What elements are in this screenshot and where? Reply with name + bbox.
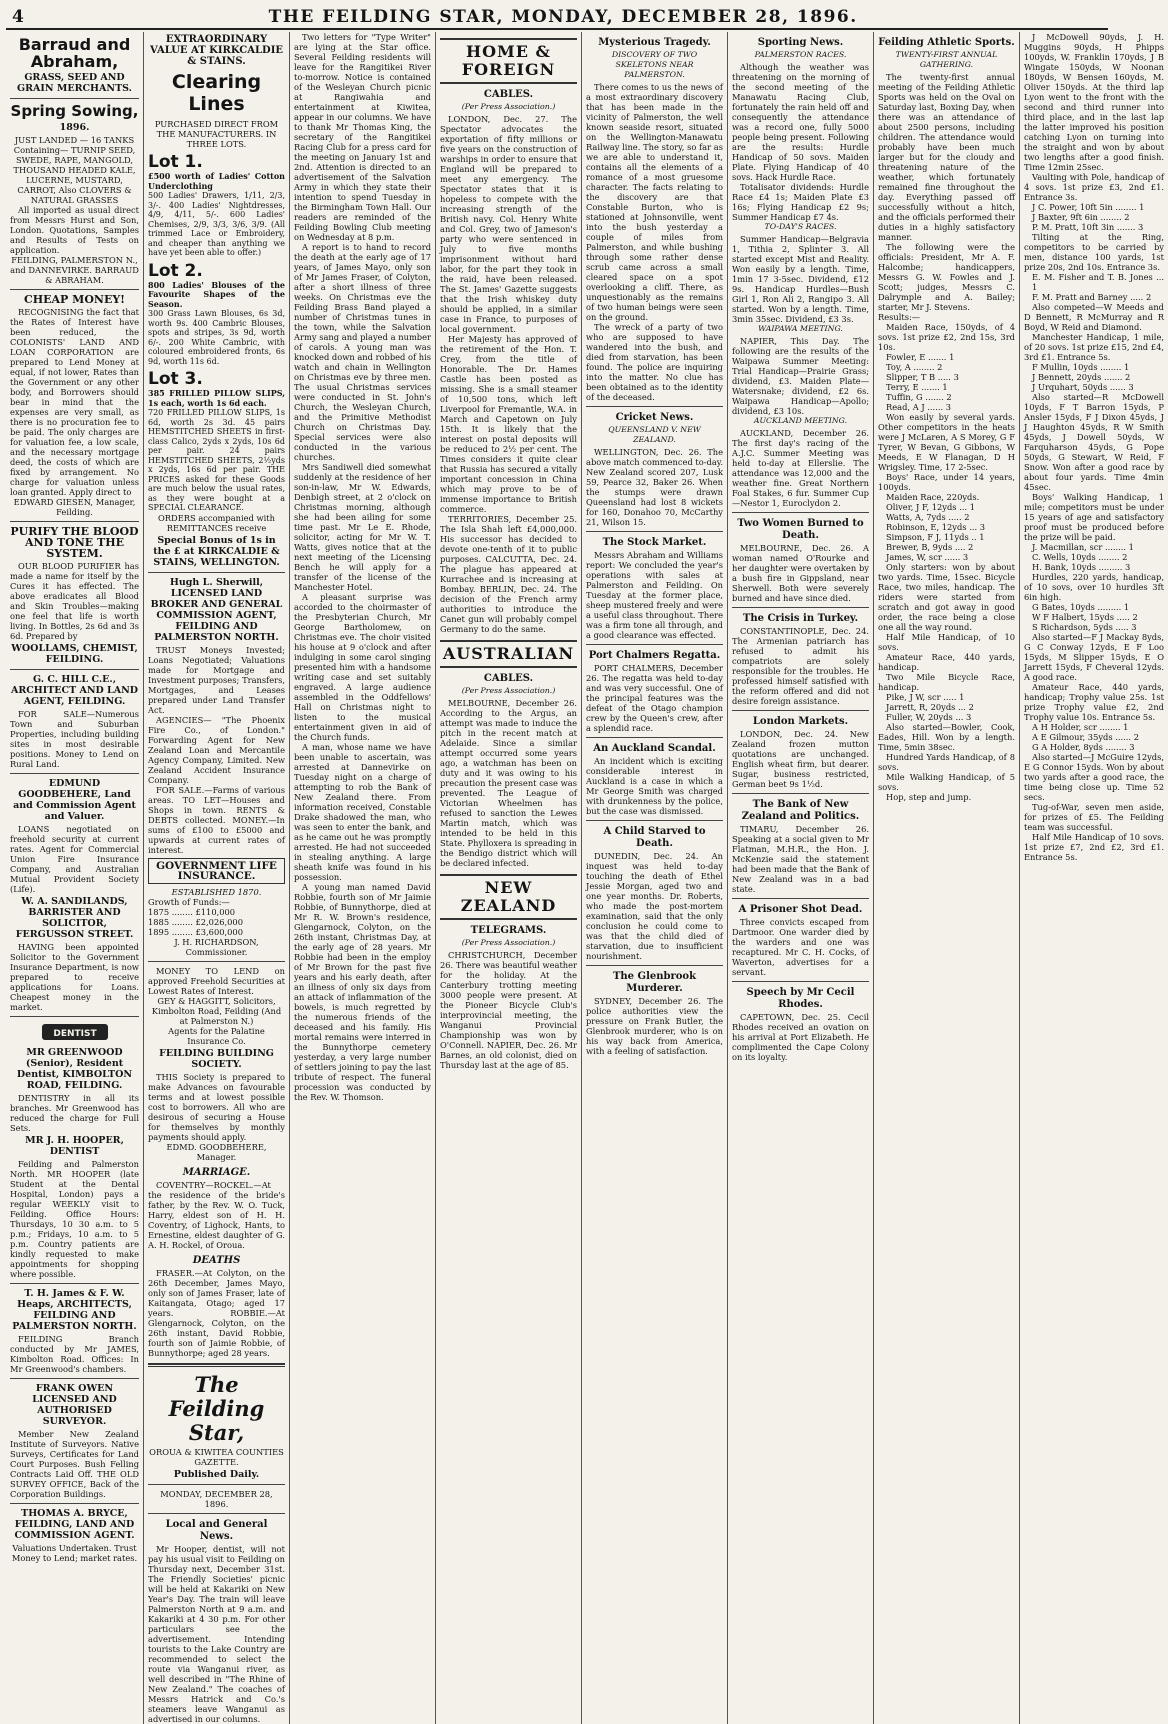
page-number: 4 (12, 7, 25, 27)
amateur-also: Also started—J McGuire 12yds, E G Connor 15yds. Won by about two yards after a good race, the time being close up. Time 52 secs. (1024, 752, 1164, 802)
hurdles-event: Hurdles, 220 yards, handicap, of 10 sovs, over 10 hurdles 3ft 6in high. (1024, 572, 1164, 602)
issue-date: MONDAY, DECEMBER 28, 1896. (160, 1488, 273, 1509)
blood-purifier-text: OUR BLOOD PURIFIER has made a name for itself by the Cures it has effected. The above eradicates all Blood and Skin Troubles—making one feel that life is worth living. In Bottles, 2s 6d and 3s 6d. Prepared by (10, 561, 139, 641)
races-sub: PALMERSTON RACES. (754, 50, 847, 59)
women-text: MELBOURNE, Dec. 26. A woman named O'Rourke and her daughter were overtaken by a bush fire in Gippsland, near Sherwell. Both were severely burned and have since died. (732, 543, 869, 603)
columns (6, 32, 1164, 1724)
regatta-heading: Port Chalmers Regatta. (588, 650, 721, 661)
athletic-text-3: Only starters: won by about two yards. Time, 15sec. Bicycle Race, two miles, handicap. The riders were started from scratch and got away in good order, the race being a close one all the way round. (878, 562, 1015, 632)
column-5 (582, 32, 728, 1724)
growth-label: Growth of Funds:— (148, 896, 230, 907)
waipawa-sub: WAIPAWA MEETING. (758, 324, 843, 333)
column-7 (874, 32, 1020, 1724)
goodbehere-heading: EDMUND GOODBEHERE, Land and Commission Agent and Valuer. (13, 778, 136, 822)
tilting-also: Also competed—W Meeds and D Bennett, R McMurray and R Boyd, W Reid and Diamond. (1024, 302, 1164, 332)
australian-heading: AUSTRALIAN (440, 640, 577, 668)
lot-2-label: Lot 2. (148, 260, 203, 281)
tragedy-text-2: The wreck of a party of two who are supposed to have wandered into the bush, and died from starvation, has been found. The police are inquiring into the matter. No clue has been obtained as to the identity of the deceased. (586, 322, 723, 402)
athletic-officials: The following were the officials: President, Mr A. F. Halcombe; handicappers, Messrs G. W. Fowles and J. Scott; judges, Messrs C. Dalrymple and A. Bailey; starter, Mr J. Stevens. (878, 242, 1015, 312)
purify-heading: PURIFY THE BLOOD AND TONE THE SYSTEM. (10, 525, 139, 560)
todays-races-text: Summer Handicap—Belgravia 1, Tithia 2, Splinter 3. All started except Mist and Reality. Won easily by a length. Time, 1min 17 3-5sec. Dividend, £12 9s. Handicap Hurdles—Bush Girl 1, Ron Ali 2, Rangipo 3. All started. Won by a length. Time, 3min 35sec. Dividend, £3 3s. (732, 234, 869, 324)
special-bonus: Special Bonus of 1s in the £ at KIRKCALDIE & STAINS, WELLINGTON. (153, 534, 280, 568)
stock-text: Messrs Abraham and Williams report: We concluded the year's operations with sales at Palmerston and Feilding. On Tuesday at the former place, sheep mustered freely and were a useful class throughout. There was a firm tone all through, and a good clearance was effected. (586, 550, 723, 640)
tilting-results: E. M. Fisher and T. B. Jones ... 1 F. M. Pratt and Barney ..... 2 (1032, 272, 1164, 302)
funds-1875: 1875 ........ £110,000 (148, 906, 236, 917)
lot-3-title: 385 FRILLED PILLOW SLIPS, 1s each, worth 1s 6d each. (148, 388, 285, 408)
cheap-money-heading: CHEAP MONEY! (23, 293, 126, 306)
event-9: Hop, step and jump. (886, 792, 972, 802)
lot-3-text: 720 FRILLED PILLOW SLIPS, 1s 6d, worth 2s 3d. 45 pairs HEMSTITCHED SHEETS in first-class Calico, 2yds x 2yds, 10s 6d per pair. 24 pairs HEMSTITCHED SHEETS, 2½yds x 2yds, 16s 6d per pair. THE PRICES asked for these Goods are much below the usual rates, as they were bought at a SPECIAL CLEARANCE. (148, 408, 285, 512)
event-8: Mile Walking Handicap, of 5 sovs. (878, 772, 1015, 792)
hill-text: FOR SALE—Numerous Town and Suburban Properties, including building sites in most desirable positions. Money to Lend on Rural Land. (10, 709, 139, 769)
murderer-heading: The Glenbrook Murderer. (612, 971, 697, 994)
divider-double (148, 1363, 285, 1367)
event-3: Maiden Race, 220yds. (886, 492, 980, 502)
divider (586, 406, 723, 407)
sale-text: FOR SALE.—Farms of various areas. TO LET—Houses and Shops in town. RENTS & DEBTS collected. MONEY.—In sums of £100 to £5000 and upwards at current rates of interest. (148, 784, 285, 855)
divider (732, 512, 869, 513)
clearing-lines: Clearing Lines (171, 71, 262, 115)
news-para-2: A report is to hand to record the death at the early age of 17 years, of James Mayo, only son of Mr James Fraser, of Colyton, after a short illness of three weeks. On Christmas eve the Feilding Brass Band played a number of Christmas tunes in the town, while the Salvation Army sang and played a number of carols. A young man was knocked down and robbed of his watch and chain in Wellington on Christmas eve by three men. The usual Christmas services were conducted in St. John's Church, the Wesleyan Church, and the Primitive Methodist Church on Christmas Day. Special services were also conducted in the various churches. (294, 242, 431, 462)
event-5: Amateur Race, 440 yards, handicap. (878, 652, 1015, 672)
sherwill-heading: Hugh L. Sherwill, LICENSED LAND BROKER AND GENERAL COMMISSION AGENT, FEILDING AND PALMERSTON NORTH. (150, 576, 283, 643)
government-life-heading: GOVERNMENT LIFE INSURANCE. (148, 858, 285, 884)
rhodes-heading: Speech by Mr Cecil Rhodes. (746, 987, 855, 1010)
building-society-text: THIS Society is prepared to make Advances on favourable terms and at lowest possible cost to borrowers. All who are desirous of securing a House for themselves by monthly payments should apply. (148, 1071, 285, 1142)
sports-cont-text-1: J McDowell 90yds, J. H. Muggins 90yds, H Phipps 100yds, W. Franklin 170yds, J B Wingate 150yds, W Noonan 180yds, W Bensen 160yds, M. Oliver 150yds. At the third lap Lyon went to the front with the second and third runner into third place, and in the last lap the latter improved his position catching Lyon on turning into the straight and won by about two lengths after a good finish. Time 12min 25sec. (1024, 32, 1164, 172)
athletic-text-1: The twenty-first annual meeting of the Feilding Athletic Sports was held on the Oval on Saturday last, Boxing Day, when there was an attendance of about 2500 persons, including children. The attendance would probably have been much larger but for the cloudy and threatening nature of the weather, which fortunately remained fine throughout the day. Everything passed off successfully without a hitch, and the officials performed their duties in a highly satisfactory manner. (878, 72, 1015, 242)
hurdles-also: Also started—F J Mackay 8yds, G C Conway 12yds, E F Loo 15yds, M Slipper 15yds, E O Jarrett 15yds, F Cheveral 12yds. A good race. (1024, 632, 1164, 682)
divider (10, 1016, 139, 1017)
lot-1-title: £500 worth of Ladies' Cotton Underclothing (148, 171, 285, 191)
divider (732, 607, 869, 608)
result-list-3: Pike, J W, scr ..... 1 Jarrett, R, 20yds ... 2 Fuller, W, 20yds ... 3 (886, 692, 974, 722)
owen-heading: FRANK OWEN LICENSED AND AUTHORISED SURVEYOR. (32, 1383, 117, 1427)
column-3 (290, 32, 436, 1724)
firm-subtitle: GRASS, SEED AND GRAIN MERCHANTS. (17, 72, 132, 94)
manchester-results: F Mullin, 10yds ........ 1 J Bennett, 20yds ....... 2 J Urquhart, 50yds ...... 3 (1032, 362, 1134, 392)
news-para-3: Mrs Sandiwell died somewhat suddenly at the residence of her son-in-law, Mr W. Edwards, Denbigh street, at 2 o'clock on Christmas morning, although she had been ailing for some time past. Mr Le E. Rhode, solicitor, acting for Mr W. T. Watts, gives notice that at the next meeting of the Licensing Bench he will apply for a transfer of the license of the Manchester Hotel. (294, 462, 431, 592)
waipawa-text: NAPIER, This Day. The following are the results of the Waipawa Summer Meeting: Trial Handicap—Prairie Grass; dividend, £3. Maiden Plate—Watersnake; dividend, £2 6s. Waipawa Handicap—Apollo; dividend, £3 10s. (732, 336, 869, 416)
vaulting-event: Vaulting with Pole, handicap of 4 sovs. 1st prize £3, 2nd £1. Entrance 3s. (1024, 172, 1164, 202)
bryce-text: Valuations Undertaken. Trust Money to Lend; market rates. (11, 1543, 138, 1563)
press-assoc-nz: (Per Press Association.) (461, 938, 556, 947)
amateur-results: A H Holder, scr ........ 1 A E Gilmour, 35yds ...... 2 G A Holder, 8yds ........ 3 (1032, 722, 1139, 752)
divider (10, 1503, 139, 1504)
column-6 (728, 32, 874, 1724)
marriage-heading: MARRIAGE. (182, 1166, 251, 1178)
scandal-text: An incident which is exciting considerable interest in Auckland is a case in which a Mr George Smith was charged with drunkenness by the police, but the case was dismissed. (586, 756, 723, 816)
hooper-heading: MR J. H. HOOPER, DENTIST (25, 1135, 124, 1157)
athletic-sub: TWENTY-FIRST ANNUAL GATHERING. (895, 50, 998, 69)
stock-heading: The Stock Market. (602, 537, 707, 548)
press-assoc: (Per Press Association.) (461, 102, 556, 111)
dentistry-text: DENTISTRY in all its branches. Mr Greenwood has reduced the charge for Full Sets. (10, 1093, 139, 1133)
divider (732, 898, 869, 899)
results-label: Results:— (878, 312, 921, 322)
manchester-event: Manchester Handicap, 1 mile, of 20 sovs. 1st prize £15, 2nd £4, 3rd £1. Entrance 5s. (1024, 332, 1164, 362)
deaths-heading: DEATHS (192, 1254, 241, 1266)
branch-text: FEILDING Branch conducted by Mr JAMES, Kimbolton Road. Offices: In Mr Greenwood's chambers. (10, 1334, 139, 1374)
half-mile-event: Half Mile Handicap of 10 sovs. 1st prize £7, 2nd £2, 3rd £1. Entrance 5s. (1024, 832, 1164, 862)
event-1: Maiden Race, 150yds, of 4 sovs. 1st prize £2, 2nd 15s, 3rd 10s. (878, 322, 1015, 352)
cables-subheading: CABLES. (483, 89, 534, 100)
sporting-heading: Sporting News. (757, 37, 844, 48)
divider (148, 1513, 285, 1514)
ad-seeds: JUST LANDED — 16 TANKS Containing— TURNIP SEED, SWEDE, RAPE, MANGOLD, THOUSAND HEADED KALE, LUCERNE, MUSTARD, CARROT, Also CLOVERS & NATURAL GRASSES (13, 135, 136, 205)
hooper-text: Feilding and Palmerston North. MR HOOPER (late Student at the Dental Hospital, London) pays a regular WEEKLY visit to Feilding. Office Hours: Thursdays, 10 30 a.m. to 5 p.m.; Fridays, 10 a.m. to 5 p.m. Country patients are kindly requested to make appointments for shopping where possible. (10, 1159, 139, 1279)
event-6: Two Mile Bicycle Race, handicap. (878, 672, 1015, 692)
feilding-star-title: The Feilding Star, (168, 1371, 265, 1445)
scandal-heading: An Auckland Scandal. (593, 743, 716, 754)
tilting-event: Tilting at the Ring, competitors to be carried by men, distance 100 yards, 1st prize 20s, 2nd 10s. Entrance 3s. (1024, 232, 1164, 272)
auckland-sub: AUCKLAND MEETING. (753, 416, 848, 425)
divider (148, 1484, 285, 1485)
divider (10, 669, 139, 670)
lot-2-text: 300 Grass Lawn Blouses, 6s 3d, worth 9s. 400 Cambric Blouses, spots and stripes, 3s 9d, worth 6/-. 200 White Cambric, with coloured embroidered fronts, 6s 9d, worth 11s 6d. (148, 309, 285, 366)
money-lend-text: MONEY TO LEND on approved Freehold Securities at Lowest Rates of Interest. (148, 965, 285, 996)
tragedy-heading: Mysterious Tragedy. (598, 37, 711, 48)
amateur-event: Amateur Race, 440 yards, handicap; Trophy value 25s. 1st prize Trophy value £2, 2nd Trophy value 10s. Entrance 5s. (1024, 682, 1164, 722)
athletic-heading: Feilding Athletic Sports. (878, 37, 1015, 48)
ad-seeds-import: All imported as usual direct from Messrs Hurst and Son, London. Quotations, Samples and Results of Tests on application. (10, 205, 139, 255)
nz-text: CHRISTCHURCH, December 26. There was beautiful weather for the holiday. At the Canterbury trotting meeting 3000 people were present. At the Pioneer Bicycle Club's interprovincial meeting, the Wanganui Provincial Championship was won by O'Connell. NAPIER, Dec. 26. Mr Barnes, an old colonist, died on Thursday last at the age of 85. (440, 950, 577, 1070)
lot-2-title: 800 Ladies' Blouses of the Favourite Shapes of the Season. (148, 279, 285, 309)
divider (586, 820, 723, 821)
column-8 (1020, 32, 1168, 1724)
starved-text: DUNEDIN, Dec. 24. An inquest was held to-day touching the death of Ethel Jessie Morgan, aged two and one year months. Dr. Roberts, who made the post-mortem examination, said that the only conclusion he could come to was that the child died of starvation, due to insufficient nourishment. (586, 851, 723, 961)
oroua-gazette: OROUA & KIWITEA COUNTIES GAZETTE. (149, 1446, 284, 1467)
masthead (6, 6, 1108, 30)
markets-text: LONDON, Dec. 24. New Zealand frozen mutton quotations are unchanged. English wheat firm, but dearer. Sugar, business restricted, German beet 9s 1½d. (732, 729, 869, 789)
divider (10, 1378, 139, 1379)
divider (586, 644, 723, 645)
divider (10, 98, 139, 99)
markets-heading: London Markets. (752, 716, 849, 727)
cricket-sub: QUEENSLAND V. NEW ZEALAND. (608, 425, 701, 444)
dividends-text: Totalisator dividends: Hurdle Race £4 1s; Maiden Plate £3 16s; Flying Handicap £2 9s; Summer Handicap £7 4s. (732, 182, 869, 222)
news-para-4: A pleasant surprise was accorded to the choirmaster of the Presbyterian Church, Mr George Bartholomew, on Christmas eve. The choir visited his house at 9 o'clock and after indulging in some carol singing presented him with a handsome writing case and set suitably engraved. A large audience assembled in the Oddfellows' Hall on Christmas night to listen to the musical entertainment given in aid of the Church funds. (294, 592, 431, 742)
divider (586, 965, 723, 966)
bank-text: TIMARU, December 26. Speaking at a social given to Mr Flatman, M.H.R., the Hon. J. McKenzie said the statement had been made that the Bank of New Zealand was in a bad state. (732, 824, 869, 894)
boys-walking-results: J. Macmillan, scr ........ 1 C. Wells, 10yds ........ 2 H. Bank, 10yds ......... 3 (1032, 542, 1134, 572)
column-4 (436, 32, 582, 1724)
james-heading: T. H. James & F. W. Heaps, ARCHITECTS, FEILDING AND PALMERSTON NORTH. (12, 1288, 137, 1332)
divider (10, 773, 139, 774)
news-para-5: A man, whose name we have been unable to ascertain, was arrested at Dannevirke on Tuesday night on a charge of attempting to rob the Bank of New Zealand there. From information received, Constable Drake shadowed the man, who was seen to enter the bank, and as he came out he was promptly arrested. He had not succeeded in stealing anything. A large sheath knife was found in his possession. (294, 742, 431, 882)
gey-haggitt: GEY & HAGGITT, Solicitors, Kimbolton Road, Feilding (And at Palmerston N.) (151, 995, 282, 1026)
cheap-money-signature: EDWARD GIESEN, Manager, Feilding. (13, 497, 136, 517)
dentist-tooth-icon (40, 1021, 110, 1043)
australian-cables: CABLES. (483, 673, 534, 684)
vaulting-results: J C. Power, 10ft 5in ........ 1 J Baxter, 9ft 6in ........ 2 P. M. Pratt, 10ft 3in ....... 3 (1032, 202, 1145, 232)
tragedy-text-1: There comes to us the news of a most extraordinary discovery that has been made in the vicinity of Palmerston, the well known seaside resort, situated on the Wellington-Manawatu Railway line. The story, so far as we are able to understand it, contains all the elements of a romance of a most gruesome character. The facts relating to the discovery are that Constable Burton, who is stationed at Johnsonville, went into the bush yesterday a couple of miles from Palmerston, and while bushing through some rather dense scrub came across a small cleared space on a spot overlooking a cliff. There, as unquestionably as the remains of two human beings were seen on the ground. (586, 82, 723, 322)
svg-text:DENTIST: DENTIST (52, 1029, 97, 1039)
tug-of-war: Tug-of-War, seven men aside, for prizes of £5. The Feilding team was successful. (1024, 802, 1164, 832)
firm-name: Barraud and Abraham, (18, 35, 131, 71)
newspaper-title: THE FEILDING STAR, MONDAY, DECEMBER 28, 1896. (268, 7, 858, 27)
prisoner-text: Three convicts escaped from Dartmoor. One warder died by the warders and one was recaptured. Mr C. H. Cocks, of Waverton, advertises for a servant. (732, 917, 869, 977)
building-society-heading: FEILDING BUILDING SOCIETY. (159, 1047, 274, 1070)
cricket-text: WELLINGTON, Dec. 26. The above match commenced to-day. New Zealand scored 207, Lusk 59, Pearce 32, Baker 26. When the stumps were drawn Queensland had lost 8 wickets for 160, Donahoo 70, McCarthy 21, Wilson 15. (586, 447, 724, 527)
todays-races-sub: TO-DAY'S RACES. (764, 222, 837, 231)
foreign-text-2: Her Majesty has approved of the retirement of the Hon. T. Crey, from the title of Honorable. The Dr. Hames Castle has been posted as missing. She is a small steamer of 10,500 tons, which left Liverpool for Fremantle, W.A. in March and Capetown on July 15th. It is likely that the interest on postal deposits will be reduced to 2½ per cent. The Times considers it quite clear that Russia has secured a vitally important concession in China which may prove to be of immense importance to British commerce. (440, 334, 577, 514)
event-4: Half Mile Handicap, of 10 sovs. (878, 632, 1015, 652)
news-para-6: A young man named David Robbie, fourth son of Mr Jaimie Robbie, of Bunnythorpe, died at Mr R. W. Brown's residence, Glengarnock, Colyton, on the 26th instant, Christmas Day, at the early age of 28 years. Mr Robbie had been in the employ of Mr Brown for the past five years and his early death, after an illness of only six days from an attack of inflammation of the bowels, is much regretted by the numerous friends of the deceased and his family. His mortal remains were interred in the Bunnythorpe cemetery yesterday, a very large number of settlers joining to pay the last tribute of respect. The funeral procession was conducted by the Rev. W. Thomson. (294, 882, 431, 1102)
owen-text: Member New Zealand Institute of Surveyors. Native Surveys, Certificates for Land Court Purposes. Bush Felling Contracts Laid Off. THE OLD SURVEY OFFICE, Back of the Corporation Buildings. (10, 1429, 139, 1499)
funds-1885: 1885 ........ £2,026,000 (148, 916, 243, 927)
building-society-sig: EDMD. GOODBEHERE, Manager. (166, 1141, 267, 1162)
divider (732, 710, 869, 711)
event-2: Boys' Race, under 14 years, 100yds. (878, 472, 1015, 492)
lot-1-text: 500 Ladies' Drawers, 1/11, 2/3, 3/-. 400 Ladies' Nightdresses, 4/9, 4/11, 5/-. 600 Ladies' Chemises, 2/9, 3/3, 3/6, 3/9. (All trimmed Lace or Embroidery, and cheaper than anything we have yet been able to offer.) (148, 191, 285, 257)
foreign-text-3: TERRITORIES, December 25. The Isla Shah left £4,000,000. His successor has decided to devote one-tenth of it to public purposes. CALCUTTA, Dec. 24. The plague has appeared at Kurrachee and is increasing at Bombay. BERLIN, Dec. 24. The decision of the French army authorities to introduce the Canet gun will probably compel Germany to do the same. (440, 514, 577, 634)
boys-walking-event: Boys' Walking Handicap, 1 mile; competitors must be under 15 years of age and satisfactory proof must be produced before the prize will be paid. (1024, 492, 1164, 542)
crisis-heading: The Crisis in Turkey. (742, 613, 859, 624)
telegrams-subheading: TELEGRAMS. (470, 925, 547, 936)
richardson: J. H. RICHARDSON, Commissioner. (174, 936, 259, 957)
solicitor-text: HAVING been appointed Solicitor to the Government Insurance Department, is now prepared to receive applications for Loans. Cheapest money in the market. (10, 942, 139, 1012)
cheap-money-text: RECOGNISING the fact that the Rates of Interest have been reduced, the COLONISTS' LAND AND LOAN CORPORATION are prepared to Lend Money at equal, if not lower, Rates than the Government or any other body, and Borrowers should bear in mind that the expenses are very small, as there is no procuration fee to be paid. The only charges are for valuation fee, a low scale, and the necessary mortgage deed, the costs of which are fixed by arrangement. No charge for valuation unless loan granted. Apply direct to (10, 307, 139, 497)
hurdles-results: G Bates, 10yds ......... 1 W F Halbert, 15yds ..... 2 S Richardson, 5yds ..... 3 (1032, 602, 1138, 632)
ad-seeds-locations: FEILDING, PALMERSTON N., and DANNEVIRKE. BARRAUD & ABRAHAM. (10, 255, 139, 285)
races-text: Although the weather was threatening on the morning of the second meeting of the Manawatu Racing Club, fortunately the rain held off and consequently the attendance was a record one, fully 5000 people being present. Following are the results: Hurdle Handicap of 50 sovs. Maiden Plate. Flying Handicap of 40 sovs. Hack Hurdle Race. (732, 62, 869, 182)
woollams: WOOLLAMS, CHEMIST, FEILDING. (11, 643, 138, 665)
result-list-2: Oliver, J F, 12yds ... 1 Watts, A, 7yds ..... 2 Robinson, E, 12yds ... 3 Simpson, F J, 11yds .. 1 Brewer, B, 9yds .... 2 James, W, scr ...... 3 (886, 502, 986, 562)
loans-text: LOANS negotiated on freehold security at current rates. Agent for Commercial Union Fire Insurance Company, and Australian Mutual Provident Society (Life). (10, 824, 139, 894)
lot-3-label: Lot 3. (148, 369, 203, 389)
local-news-heading: Local and General News. (165, 1518, 268, 1542)
kirkcaldie-heading: EXTRAORDINARY VALUE AT KIRKCALDIE & STAINS. (149, 34, 283, 67)
marriage-text: COVENTRY—ROCKEL.—At the residence of the bride's father, by the Rev. W. O. Tuck, Harry, eldest son of H. H. Coventry, of Lighock, Hants, to Ernestine, eldest daughter of G. A. H. Rockel, of Oroua. (148, 1179, 285, 1250)
divider (148, 572, 285, 573)
rhodes-text: CAPETOWN, Dec. 25. Cecil Rhodes received an ovation on his arrival at Port Elizabeth. He complimented the Cape Colony on its loyalty. (732, 1012, 869, 1062)
agencies-text: AGENCIES— "The Phoenix Fire Co., of London." Forwarding Agent for New Zealand Loan and Mercantile Agency Company, Limited. New Zealand Accident Insurance Company. (148, 714, 285, 785)
result-list-1: Fowler, E ....... 1 Toy, A ........ 2 Slipper, T B ..... 3 Terry, E ....... 1 Tuffin, G ....... 2 Read, A J ...... 3 (886, 352, 959, 412)
prisoner-heading: A Prisoner Shot Dead. (738, 904, 863, 915)
lot-1-label: Lot 1. (148, 152, 203, 172)
auckland-text: AUCKLAND, December 26. The first day's racing of the A.J.C. Summer Meeting was held to-day at Ellerslie. The attendance was 12,000 and the weather fine. Great Northern Foal Stakes, 6 fur. Summer Cup—Nestor 1, Euroclydon 2. (732, 428, 869, 508)
spring-year: 1896. (59, 122, 90, 133)
cricket-heading: Cricket News. (615, 412, 694, 423)
murderer-text: SYDNEY, December 26. The police authorities view the pressure on Frank Butler, the Glenbrook murderer, who is on his way back from America, with a feeling of satisfaction. (586, 996, 723, 1056)
athletic-text-4: Also started—Bowler, Cook, Eades, Hill. Won by a length. Time, 5min 38sec. (878, 722, 1015, 752)
divider (586, 531, 723, 532)
sandilands-heading: W. A. SANDILANDS, BARRISTER AND SOLICITOR, FERGUSSON STREET. (15, 896, 134, 940)
event-7: Hundred Yards Handicap, of 8 sovs. (878, 752, 1015, 772)
deaths-text: FRASER.—At Colyton, on the 26th December, James Mayo, only son of James Fraser, late of Kaitangata, Otago; aged 17 years. ROBBIE.—At Glengarnock, Colyton, on the 26th instant, David Robbie, fourth son of Jaimie Robbie, of Bunnythorpe; aged 28 years. (148, 1267, 285, 1358)
divider (148, 961, 285, 962)
column-2 (144, 32, 290, 1724)
divider (732, 793, 869, 794)
regatta-text: PORT CHALMERS, December 26. The regatta was held to-day and was very successful. One of the principal features was the defeat of the Otago champion crew by the Queen's crew, after a splendid race. (586, 663, 723, 733)
press-assoc-aus: (Per Press Association.) (461, 686, 556, 695)
column-1 (6, 32, 144, 1724)
established: ESTABLISHED 1870. (171, 886, 262, 897)
tragedy-sub: DISCOVERY OF TWO SKELETONS NEAR PALMERSTON. (611, 50, 698, 79)
foreign-text-1: LONDON, Dec. 27. The Spectator advocates the exportation of fifty millions or five years on the construction of warships in order to ensure that England will be prepared to meet any emergency. The Spectator states that it is hopeless to compete with the increasing strength of the British navy. Col. Henry White and Col. Grey, two of Jameson's party who were sentenced in July to five months imprisonment without hard labor, for the part they took in the raid, have been released. The St. James' Gazette suggests that the Irish whiskey duty should be applied, in a similar case in France, to purposes of local government. (440, 114, 577, 334)
divider (10, 289, 139, 290)
new-zealand-heading: NEW ZEALAND (440, 874, 577, 920)
local-news-text: Mr Hooper, dentist, will not pay his usual visit to Feilding on Thursday next, December 31st. The Friendly Societies' picnic will be held at Kakariki on New Year's Day. The train will leave Palmerston North at 9 a.m. and Kakariki at 4 30 p.m. For other particulars see the advertisement. Intending tourists to the Lake Country are recommended to select the route via Wanganui river, as well described in "The Rhine of New Zealand." The coaches of Messrs Hatrick and Co.'s steamers leave Wanganui as advertised in our columns. (148, 1543, 285, 1724)
divider (10, 1283, 139, 1284)
spring-sowing: Spring Sowing, (10, 102, 139, 120)
greenwood-heading: MR GREENWOOD (Senior), Resident Dentist, KIMBOLTON ROAD, FEILDING. (16, 1047, 133, 1091)
starved-heading: A Child Starved to Death. (603, 826, 706, 849)
bryce-heading: THOMAS A. BRYCE, FEILDING, LAND AND COMMISSION AGENT. (14, 1508, 135, 1541)
crisis-text: CONSTANTINOPLE, Dec. 24. The Armenian patriarch has refused to admit his compatriots are solely responsible for the troubles. He professed himself satisfied with the reform offered and did not desire foreign assistance. (732, 626, 869, 706)
women-heading: Two Women Burned to Death. (737, 518, 864, 541)
news-para-1: Two letters for "Type Writer" are lying at the Star office. Several Feilding residents will leave for the Rangitikei River to-morrow. Notice is contained of the Wesleyan Church picnic at Rangiwahia and entertainment at Kiwitea, appear in our columns. We have to thank Mr Thomas King, the secretary of the Rangitikei Racing Club for a press card for the meeting on January 1st and 2nd. Attention is directed to an advertisement of the Salvation Army in which they state their intention to spend Tuesday in the Birmingham Town Hall. Our readers are reminded of the Feilding Bowling Club meeting on Wednesday at 8 p.m. (294, 32, 431, 242)
trust-text: TRUST Moneys Invested; Loans Negotiated; Valuations made for Mortgage and Investment purposes; Transfers, Mortgages, and Leases prepared under Land Transfer Act. (148, 644, 285, 715)
athletic-text-2: Won easily by several yards. Other competitors in the heats were J McLaren, A S Morey, G F Tyrer, W Bevan, G Gibbons, W Meeds, E W Flanagan, D H Wrigsley. Time, 17 2-5sec. (878, 412, 1015, 472)
hill-heading: G. C. HILL C.E., ARCHITECT AND LAND AGENT, FEILDING. (10, 674, 139, 707)
published-daily: Published Daily. (173, 1468, 260, 1480)
divider (10, 521, 139, 522)
manchester-also: Also started—R McDowell 10yds, F T Barron 15yds, P Ansler 15yds, F J Dixon 45yds, J J Haughton 45yds, R W Smith 45yds, J Dowell 50yds, W Farquharson 45yds, G Pope 50yds, G Stewart, W Reid, F Snow. Won after a good race by about four yards. Time 4min 45sec. (1024, 392, 1164, 492)
divider (732, 981, 869, 982)
home-foreign-heading: HOME & FOREIGN (440, 38, 577, 84)
australian-text: MELBOURNE, December 26. According to the Argus, an attempt was made to induce the pitch in the recent match at Adelaide. Since a similar attempt occurred some years ago, a watchman has been on duty and it was owing to his precaution the present case was prevented. The League of Victorian Wheelmen has refused to sanction the Lewes Martin match, which was intended to be held in this State. Phylloxera is spreading in the Bendigo district which will be declared infected. (440, 698, 577, 868)
funds-1895: 1895 ........ £3,600,000 (148, 926, 243, 937)
purchased-text: PURCHASED DIRECT FROM THE MANUFACTURERS. IN THREE LOTS. (154, 119, 279, 149)
divider (586, 737, 723, 738)
orders-text: ORDERS accompanied with REMITTANCES receive (158, 512, 275, 533)
palatine-agents: Agents for the Palatine Insurance Co. (168, 1025, 265, 1046)
bank-heading: The Bank of New Zealand and Politics. (741, 799, 860, 822)
